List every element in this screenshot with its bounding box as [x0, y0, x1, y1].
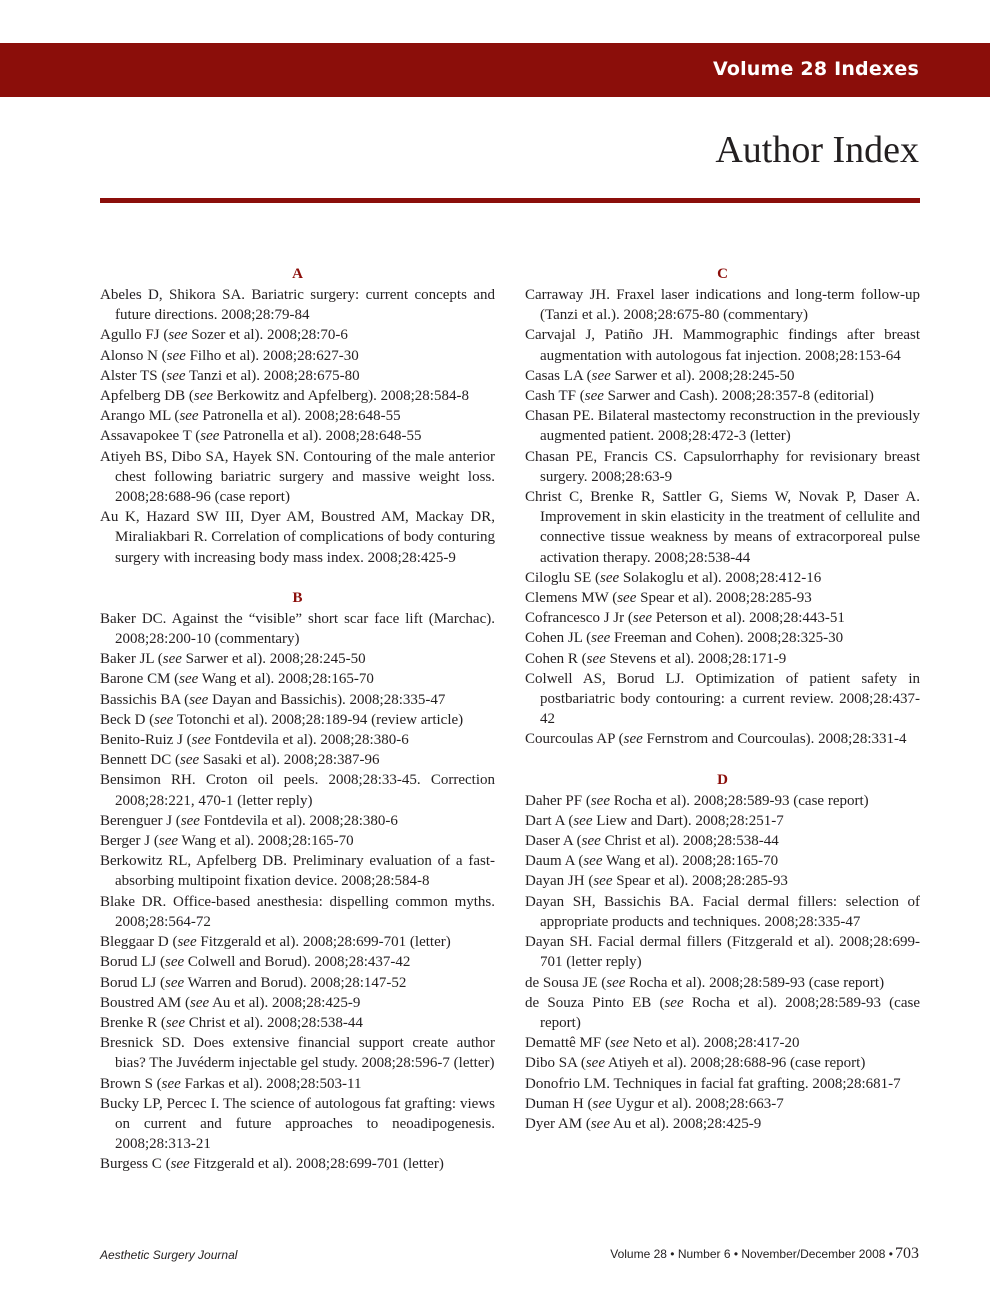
index-entry: Boustred AM (see Au et al). 2008;28:425-9 — [100, 994, 361, 1011]
index-entry: Cash TF (see Sarwer and Cash). 2008;28:357-8 (editorial) — [525, 388, 874, 405]
index-entry: Casas LA (see Sarwer et al). 2008;28:245-50 — [525, 367, 795, 384]
index-entry: Brown S (see Farkas et al). 2008;28:503-11 — [100, 1075, 362, 1092]
index-entry: Dayan JH (see Spear et al). 2008;28:285-93 — [525, 873, 788, 890]
index-entry: Agullo FJ (see Sozer et al). 2008;28:70-6 — [100, 327, 348, 344]
footer-journal: Aesthetic Surgery Journal — [100, 1248, 238, 1262]
index-entry: Daser A (see Christ et al). 2008;28:538-44 — [525, 833, 779, 850]
index-entry: Clemens MW (see Spear et al). 2008;28:285-93 — [525, 590, 812, 607]
index-entry: Daher PF (see Rocha et al). 2008;28:589-93 (case report) — [525, 792, 869, 809]
index-entry: Bresnick SD. Does extensive financial support create author bias? The Juvéderm injectable gel study. 2008;28:596-7 (letter) — [100, 1035, 495, 1072]
index-entry: Dibo SA (see Atiyeh et al). 2008;28:688-96 (case report) — [525, 1055, 866, 1072]
page-title: Author Index — [715, 129, 919, 171]
section-spacer — [525, 750, 920, 770]
index-entry: Ciloglu SE (see Solakoglu et al). 2008;28:412-16 — [525, 569, 822, 586]
index-entry: Dart A (see Liew and Dart). 2008;28:251-7 — [525, 812, 784, 829]
index-entry: Carvajal J, Patiño JH. Mammographic findings after breast augmentation with autologous fat injection. 2008;28:153-64 — [525, 327, 920, 364]
index-entry: Alster TS (see Tanzi et al). 2008;28:675-80 — [100, 367, 360, 384]
index-entry: Berkowitz RL, Apfelberg DB. Preliminary evaluation of a fast-absorbing multipoint fixation device. 2008;28:584-8 — [100, 853, 495, 890]
index-entry: Dayan SH, Bassichis BA. Facial dermal fillers: selection of appropriate products and techniques. 2008;28:335-47 — [525, 893, 920, 930]
page-number: 703 — [895, 1245, 919, 1262]
footer-issue: Volume 28 • Number 6 • November/December 2008 • — [610, 1247, 893, 1261]
section-letter-a: A — [292, 266, 303, 282]
index-entry: Borud LJ (see Colwell and Borud). 2008;28:437-42 — [100, 954, 411, 971]
index-entry: Arango ML (see Patronella et al). 2008;28:648-55 — [100, 408, 401, 425]
index-entry: Bleggaar D (see Fitzgerald et al). 2008;28:699-701 (letter) — [100, 934, 451, 951]
index-entry: Chasan PE. Bilateral mastectomy reconstruction in the previously augmented patient. 2008;28:472-3 (letter) — [525, 408, 920, 445]
banner-title: Volume 28 Indexes — [712, 58, 919, 80]
footer-issue-info — [610, 1245, 919, 1263]
left-column — [100, 264, 495, 1175]
index-entry: Dyer AM (see Au et al). 2008;28:425-9 — [525, 1115, 762, 1132]
section-letter-c: C — [717, 266, 728, 282]
index-entry: Dayan SH. Facial dermal fillers (Fitzgerald et al). 2008;28:699-701 (letter reply) — [525, 934, 920, 971]
index-entry: Berenguer J (see Fontdevila et al). 2008;28:380-6 — [100, 812, 398, 829]
index-entry: Baker JL (see Sarwer et al). 2008;28:245-50 — [100, 651, 366, 668]
index-entry: Carraway JH. Fraxel laser indications and long-term follow-up (Tanzi et al.). 2008;28:675-80 (commentary) — [525, 287, 920, 324]
index-entry: Daum A (see Wang et al). 2008;28:165-70 — [525, 853, 779, 870]
index-entry: Bensimon RH. Croton oil peels. 2008;28:33-45. Correction 2008;28:221, 470-1 (letter reply) — [100, 772, 495, 809]
index-entry: Borud LJ (see Warren and Borud). 2008;28:147-52 — [100, 974, 407, 991]
index-entry: Duman H (see Uygur et al). 2008;28:663-7 — [525, 1095, 784, 1112]
index-entry: Brenke R (see Christ et al). 2008;28:538-44 — [100, 1014, 363, 1031]
index-entry: Burgess C (see Fitzgerald et al). 2008;28:699-701 (letter) — [100, 1156, 444, 1173]
index-entry: Beck D (see Totonchi et al). 2008;28:189-94 (review article) — [100, 711, 464, 728]
index-entry: Colwell AS, Borud LJ. Optimization of patient safety in postbariatric body contouring: a current review. 2008;28:437-42 — [525, 670, 920, 728]
index-entry: Berger J (see Wang et al). 2008;28:165-70 — [100, 833, 354, 850]
index-entry: Baker DC. Against the “visible” short scar face lift (Marchac). 2008;28:200-10 (commentary) — [100, 610, 495, 648]
title-rule — [100, 198, 920, 203]
index-entry: Bennett DC (see Sasaki et al). 2008;28:387-96 — [100, 752, 380, 769]
index-entry: Alonso N (see Filho et al). 2008;28:627-30 — [100, 347, 359, 364]
section-letter-d: D — [717, 771, 728, 788]
index-entry: de Sousa JE (see Rocha et al). 2008;28:589-93 (case report) — [525, 974, 885, 991]
index-entry: Cohen JL (see Freeman and Cohen). 2008;28:325-30 — [525, 630, 844, 647]
section-letter-b: B — [292, 589, 303, 606]
index-entry: Assavapokee T (see Patronella et al). 2008;28:648-55 — [100, 428, 422, 445]
section-spacer — [100, 568, 495, 588]
header-banner — [0, 43, 990, 97]
index-entry: Benito-Ruiz J (see Fontdevila et al). 2008;28:380-6 — [100, 732, 409, 749]
index-entry: Cofrancesco J Jr (see Peterson et al). 2008;28:443-51 — [525, 610, 845, 627]
index-entry: Au K, Hazard SW III, Dyer AM, Boustred AM, Mackay DR, Miraliakbari R. Correlation of complications of body conturing surgery with increasing body mass index. 2008;28:425-9 — [100, 509, 495, 566]
right-column — [525, 264, 920, 1134]
index-entry: Abeles D, Shikora SA. Bariatric surgery: current concepts and future directions. 2008;28:79-84 — [100, 287, 495, 324]
index-entry: Demattê MF (see Neto et al). 2008;28:417-20 — [525, 1035, 800, 1052]
index-entry: Barone CM (see Wang et al). 2008;28:165-70 — [100, 671, 374, 688]
index-entry: Blake DR. Office-based anesthesia: dispelling common myths. 2008;28:564-72 — [100, 893, 495, 930]
index-entry: Courcoulas AP (see Fernstrom and Courcoulas). 2008;28:331-4 — [525, 731, 907, 748]
index-entry: Christ C, Brenke R, Sattler G, Siems W, Novak P, Daser A. Improvement in skin elasticity in the treatment of cellulite and connective tissue weakness by means of extracorporeal pulse activation therapy. 2008;28:538-44 — [525, 489, 920, 566]
index-entry: Cohen R (see Stevens et al). 2008;28:171-9 — [525, 650, 787, 667]
index-entry: Atiyeh BS, Dibo SA, Hayek SN. Contouring of the male anterior chest following bariatric surgery and massive weight loss. 2008;28:688-96 (case report) — [100, 448, 495, 506]
index-entry: Bucky LP, Percec I. The science of autologous fat grafting: views on current and future approaches to neoadipogenesis. 2008;28:313-21 — [100, 1095, 495, 1153]
index-entry: Donofrio LM. Techniques in facial fat grafting. 2008;28:681-7 — [525, 1075, 901, 1092]
index-entry: Chasan PE, Francis CS. Capsulorrhaphy for revisionary breast surgery. 2008;28:63-9 — [525, 448, 920, 485]
index-entry: Bassichis BA (see Dayan and Bassichis). 2008;28:335-47 — [100, 691, 446, 708]
index-entry: de Souza Pinto EB (see Rocha et al). 2008;28:589-93 (case report) — [525, 994, 920, 1031]
index-entry: Apfelberg DB (see Berkowitz and Apfelberg). 2008;28:584-8 — [100, 388, 469, 405]
